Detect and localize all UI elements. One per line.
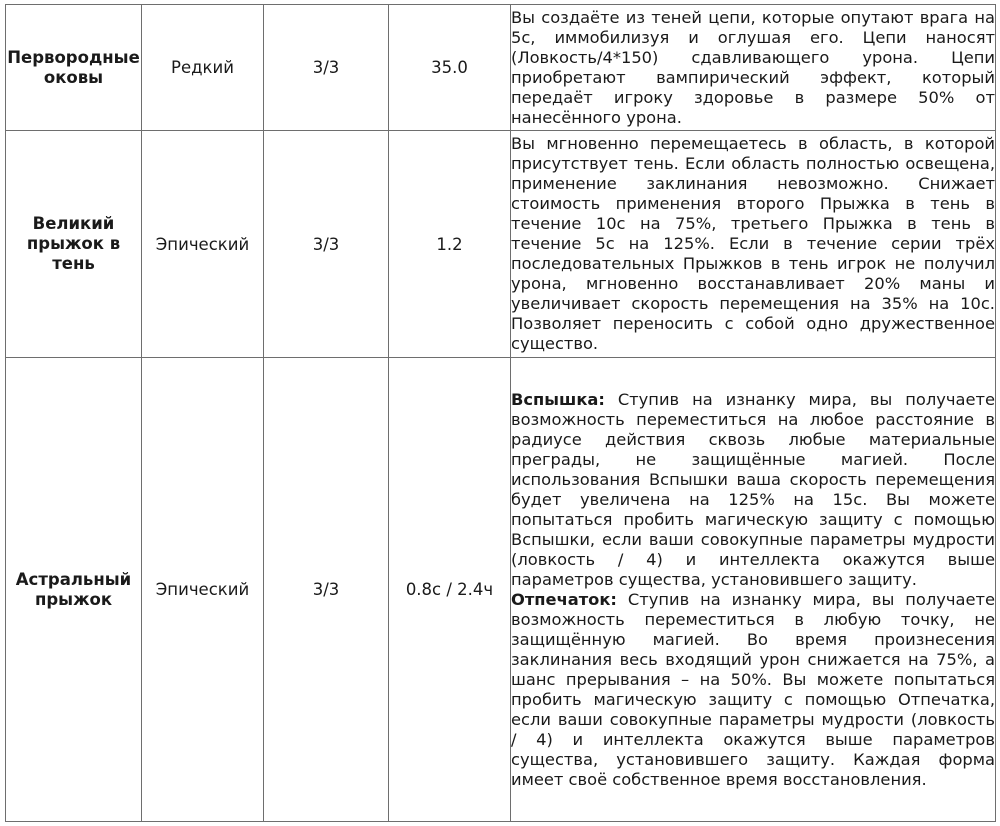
skill-name-line: Первородные [7, 47, 140, 67]
skill-name-cell [6, 358, 142, 822]
flash-paragraph [511, 390, 995, 590]
skill-name-line: Великий [32, 214, 115, 233]
skill-rarity: Эпический [142, 358, 264, 822]
skill-rarity: Эпический [142, 131, 264, 358]
skill-name-cell [6, 131, 142, 358]
flash-title: Вспышка: [511, 389, 605, 409]
skill-level: 3/3 [264, 5, 389, 131]
skill-level: 3/3 [264, 358, 389, 822]
skill-description [511, 131, 996, 358]
skill-description [511, 5, 996, 131]
imprint-text: Ступив на изнанку мира, вы получаете возможность переместиться в любую точку, не защищённую магией. Во время произнесения заклинания весь входящий урон снижается на 75%, а шанс прерывания – на 50%. Вы можете попытаться пробить магическую защиту с помощью Отпечатка, если ваши совокупные параметры мудрости (ловкость / 4) и интеллекта окажутся выше параметров существа, установившего защиту. Каждая форма имеет своё собственное время восстановления. [511, 589, 995, 789]
skill-cost: 35.0 [389, 5, 511, 131]
table-row [6, 131, 996, 358]
skill-description [511, 358, 996, 822]
table-row [6, 5, 996, 131]
imprint-paragraph [511, 590, 995, 790]
skill-name-line: прыжок [34, 589, 113, 609]
skills-table [5, 4, 996, 822]
skill-name-cell [6, 5, 142, 131]
skill-name-line: оковы [43, 67, 104, 87]
skill-level: 3/3 [264, 131, 389, 358]
table-row [6, 358, 996, 822]
skill-cost: 0.8с / 2.4ч [389, 358, 511, 822]
skill-rarity: Редкий [142, 5, 264, 131]
description-text: Вы мгновенно перемещаетесь в область, в которой присутствует тень. Если область полностью освещена, применение заклинания невозможно. Снижает стоимость применения второго Прыжка в тень в течение 10с на 75%, третьего Прыжка в тень в течение 5с на 125%. Если в течение серии трёх последовательных Прыжков в тень игрок не получил урона, мгновенно восстанавливает 20% маны и увеличивает скорость перемещения на 35% на 10с. Позволяет переносить с собой одно дружественное существо. [511, 134, 995, 353]
skill-name-line: прыжок в тень [26, 234, 121, 273]
description-text: Вы создаёте из теней цепи, которые опутают врага на 5с, иммобилизуя и оглушая его. Цепи наносят (Ловкость/4*150) сдавливающего урона. Цепи приобретают вампирический эффект, который передаёт игроку здоровье в размере 50% от нанесённого урона. [511, 7, 995, 127]
imprint-title: Отпечаток: [511, 589, 617, 609]
skill-name-line: Астральный [15, 569, 132, 589]
flash-text: Ступив на изнанку мира, вы получаете возможность переместиться на любое расстояние в радиусе действия сквозь любые материальные преграды, не защищённые магией. После использования Вспышки ваша скорость перемещения будет увеличена на 125% на 15с. Вы можете попытаться пробить магическую защиту с помощью Вспышки, если ваши совокупные параметры мудрости (ловкость / 4) и интеллекта окажутся выше параметров существа, установившего защиту. [511, 389, 995, 589]
skill-cost: 1.2 [389, 131, 511, 358]
